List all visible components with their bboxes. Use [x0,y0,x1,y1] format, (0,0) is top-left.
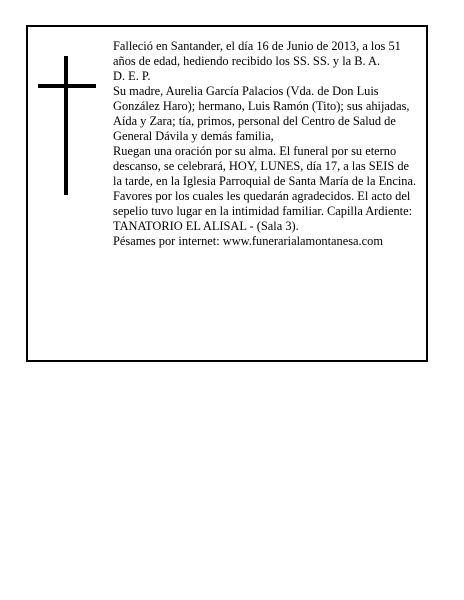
cross-vertical-bar [64,56,68,195]
condolences-web: Pésames por internet: www.funerarialamontanesa.com [113,234,383,248]
cross-horizontal-bar [38,84,96,88]
death-announcement: Falleció en Santander, el día 16 de Junio de 2013, a los 51 años de edad, hediendo recibido los SS. SS. y la B. A. [113,39,401,68]
rest-in-peace: D. E. P. [113,69,151,83]
family-members: Su madre, Aurelia García Palacios (Vda. de Don Luis González Haro); hermano, Luis Ramón (Tito); sus ahijadas, Aída y Zara; tía, primos, personal del Centro de Salud de General Dávila y demás familia, [113,84,410,143]
funeral-details: Ruegan una oración por su alma. El funeral por su eterno descanso, se celebrará, HOY, LUNES, día 17, a las SEIS de la tarde, en la Iglesia Parroquial de Santa María de la Encina. Favores por los cuales les quedarán agradecidos. El acto del sepelio tuvo lugar en la intimidad familiar. Capilla Ardiente: TANATORIO EL ALISAL - (Sala 3). [113,144,417,233]
obituary-text [113,39,419,249]
